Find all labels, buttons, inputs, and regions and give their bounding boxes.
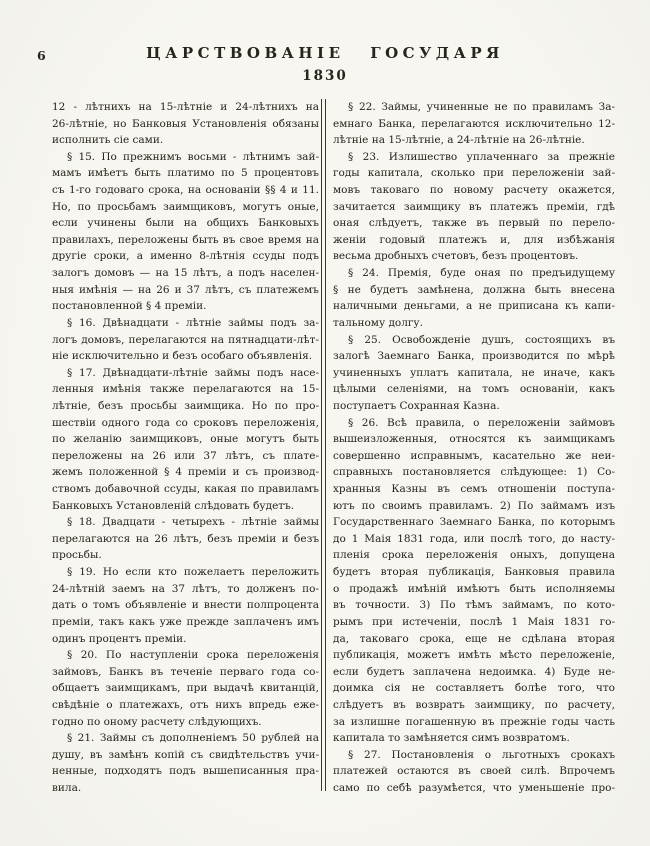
text-line: § не будетъ замѣнена, должна быть внесена: [333, 283, 615, 296]
text-line: Государственнаго Заемнаго Банка, по которымъ: [333, 516, 615, 529]
text-line: годы капитала, сколько при переложеніи зай-: [333, 167, 615, 180]
text-line: 24-лѣтній заемъ на 37 лѣтъ, то долженъ по-: [52, 582, 319, 595]
text-line: ленныя имѣнія также перелагаются на 15-: [52, 383, 319, 396]
text-line: будетъ вторая публикація, Банковыя правила: [333, 566, 615, 579]
text-line: если будетъ заплачена недоимка. 4) Буде не-: [333, 665, 615, 678]
text-line: женіи годовый платежъ и, для избѣжанія: [333, 233, 615, 246]
text-line: просьбы.: [52, 549, 102, 562]
text-line: одинъ процентъ преміи.: [52, 632, 187, 645]
text-line: § 24. Премія, буде оная по предъидущему: [348, 267, 615, 280]
text-column-left: [52, 99, 319, 797]
text-line: весьма дробныхъ счетовъ, безъ процентовъ.: [333, 250, 579, 263]
text-line: хранныя Казны въ семъ отношеніи поступа-: [333, 483, 615, 496]
text-line: наличными деньгами, а не приписана къ капи-: [333, 300, 615, 313]
text-line: 26-лѣтніе, но Банковыя Установленія обязаны: [52, 117, 319, 130]
text-line: само по себѣ разумѣется, что уменьшеніе про-: [333, 781, 615, 794]
text-line: душу, въ замѣнъ копій съ свидѣтельствъ учи-: [52, 748, 319, 761]
text-line: лѣтніе, безъ просьбы заимщика. Но по про-: [52, 399, 319, 412]
text-line: поступаетъ Сохранная Казна.: [333, 399, 500, 412]
text-line: годно по оному расчету слѣдующихъ.: [52, 715, 262, 728]
text-line: преміи, такъ какъ уже прежде заплаченъ имъ: [52, 615, 319, 628]
text-line: вышеизложенныя, относятся къ заимщикамъ: [333, 433, 615, 446]
text-line: если учинены были на общихъ Банковыхъ: [52, 217, 319, 230]
text-line: мовъ таковаго по новому расчету окажется,: [333, 184, 615, 197]
text-line: вила.: [52, 781, 82, 794]
text-line: другіе сроки, а именно 8-лѣтнія ссуды подъ: [52, 250, 319, 263]
text-line: лѣтніе на 15-лѣтніе, а 24-лѣтніе на 26-лѣтніе.: [333, 134, 585, 147]
text-line: публикація, можетъ имѣть мѣсто переложеніе,: [333, 649, 615, 662]
text-line: залогѣ Заемнаго Банка, производится по мѣрѣ: [333, 350, 615, 363]
text-line: за излишне погашенную въ прежніе годы часть: [333, 715, 615, 728]
text-line: по желанію заимщиковъ, оные могутъ быть: [52, 433, 319, 446]
text-line: ютъ по своимъ правиламъ. 2) По займамъ изъ: [333, 499, 615, 512]
text-line: платежей остаются въ своей силѣ. Впрочемъ: [333, 765, 615, 778]
running-header-year: 1830: [302, 68, 348, 84]
text-line: § 20. По наступленіи срока переложенія: [67, 649, 319, 662]
text-line: дать о томъ объявленіе и внести полпроцента: [52, 599, 319, 612]
text-line: § 19. Но если кто пожелаетъ переложить: [67, 566, 319, 579]
text-line: § 22. Займы, учиненные не по правиламъ За-: [348, 101, 615, 113]
text-line: общаетъ заимщикамъ, при выдачѣ квитанцій,: [52, 682, 319, 695]
text-line: ствомъ добавочной ссуды, какая по правиламъ: [52, 483, 319, 496]
text-line: пленія срока переложенія оныхъ, допущена: [333, 549, 615, 562]
text-line: § 27. Постановленія о льготныхъ срокахъ: [348, 748, 615, 761]
text-line: цѣлыми селеніями, на томъ основаніи, какъ: [333, 383, 615, 396]
text-line: учиненныхъ уплатъ капитала, не иначе, какъ: [333, 366, 615, 379]
text-line: справныхъ постановляется слѣдующее: 1) Со-: [333, 466, 615, 479]
text-line: логъ домовъ, перелагаются на пятнадцати-лѣт-: [52, 333, 319, 346]
text-line: § 21. Займы съ дополненіемъ 50 рублей на: [67, 732, 319, 745]
text-line: Но, по просьбамъ заимщиковъ, могутъ оные,: [52, 200, 319, 213]
text-line: § 23. Излишество уплаченнаго за прежніе: [348, 150, 615, 163]
text-line: да, таковаго срока, еще не сдѣлана вторая: [333, 632, 615, 645]
text-line: § 18. Двадцати - четырехъ - лѣтніе займы: [67, 516, 319, 529]
text-line: о продажѣ имѣній имѣютъ быть исполняемы: [333, 582, 615, 595]
text-line: свѣдѣніе о платежахъ, отъ нихъ впредь еже-: [52, 698, 319, 711]
text-line: до 1 Маія 1831 года, или послѣ того, до насту-: [333, 532, 615, 545]
running-header-title: ЦАРСТВОВАНІЕ ГОСУДАРЯ: [146, 44, 504, 62]
column-divider-rule: [321, 99, 326, 791]
text-line: исполнить сіе сами.: [52, 134, 164, 147]
text-line: рымъ при истеченіи, послѣ 1 Маія 1831 го-: [333, 615, 615, 628]
text-line: жемъ положенной § 4 преміи и съ производ-: [52, 466, 319, 479]
text-line: мамъ имѣетъ быть платимо по 5 процентовъ: [52, 167, 319, 180]
text-line: ніе исключительно и безъ особаго объявленія.: [52, 350, 313, 363]
text-line: постановленной § 4 преміи.: [52, 300, 207, 313]
text-line: ненные, подходятъ подъ вышеписанныя пра-: [52, 765, 319, 778]
text-line: емнаго Банка, перелагаются исключительно 12-: [333, 117, 615, 130]
text-line: совершенно исправнымъ, касательно же неи-: [333, 449, 615, 462]
text-line: слѣдуетъ въ возвратъ заимщику, по расчету,: [333, 698, 615, 711]
text-line: тальному долгу.: [333, 316, 423, 329]
text-line: переложены на 26 или 37 лѣтъ, съ плате-: [52, 449, 319, 462]
text-line: ныя имѣнія — на 26 и 37 лѣтъ, съ платежемъ: [52, 283, 319, 296]
text-line: шествіи одного года со сроковъ переложенія,: [52, 416, 319, 429]
text-line: зачитается заимщику въ платежъ преміи, гдѣ: [333, 200, 615, 213]
text-line: § 17. Двѣнадцати-лѣтніе займы подъ насе-: [67, 366, 319, 379]
text-line: съ 1-го годоваго срока, на основаніи §§ 4 и 11.: [52, 184, 319, 197]
page-number: 6: [37, 48, 47, 63]
text-line: Банковыхъ Установленій слѣдовать будетъ.: [52, 499, 295, 512]
text-line: § 25. Освобожденіе душъ, состоящихъ въ: [348, 333, 615, 346]
text-line: правилахъ, переложены быть въ свое время на: [52, 233, 319, 246]
text-line: § 16. Двѣнадцати - лѣтніе займы подъ за-: [67, 316, 319, 329]
text-line: капитала то замѣняется симъ возвратомъ.: [333, 732, 570, 745]
text-line: залогъ домовъ — на 15 лѣтъ, а подъ населен-: [52, 267, 319, 280]
text-line: § 15. По прежнимъ восьми - лѣтнимъ зай-: [67, 150, 319, 163]
text-line: оная слѣдуетъ, также въ первый по перело-: [333, 217, 615, 230]
text-line: займовъ, Банкъ въ теченіе перваго года со-: [52, 665, 319, 678]
text-line: доимка сія не составляетъ болѣе того, что: [333, 682, 615, 695]
text-line: перелагаются на 26 лѣтъ, безъ преміи и безъ: [52, 532, 319, 545]
text-line: § 26. Всѣ правила, о переложеніи займовъ: [348, 416, 615, 429]
text-line: 12 - лѣтнихъ на 15-лѣтніе и 24-лѣтнихъ на: [52, 101, 319, 113]
text-column-right: [333, 99, 615, 797]
text-line: въ точности. 3) По тѣмъ займамъ, по кото-: [333, 599, 615, 612]
